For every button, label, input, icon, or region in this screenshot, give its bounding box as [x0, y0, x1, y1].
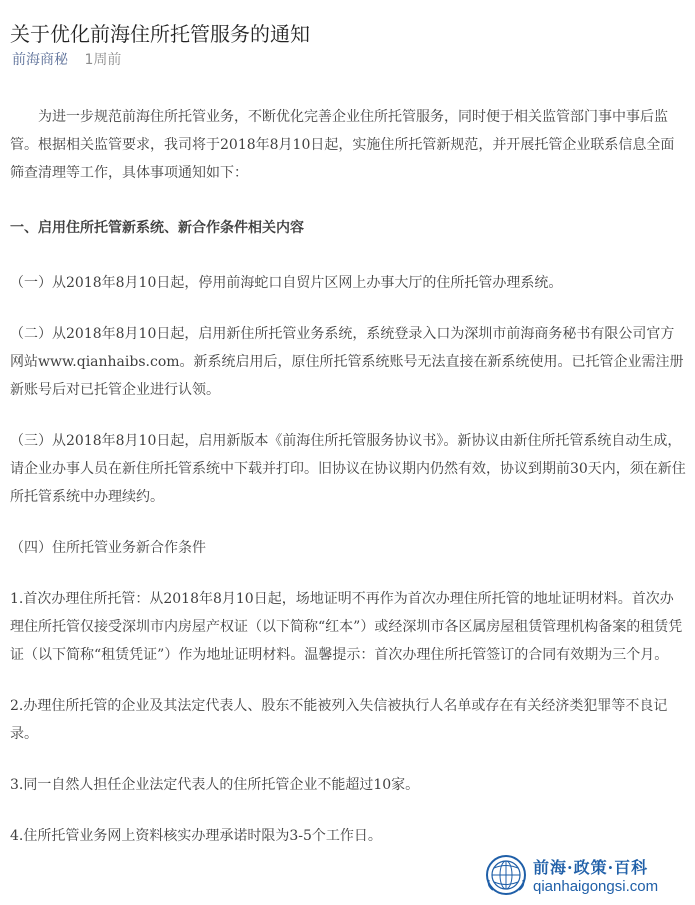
item-1-paragraph: （一）从2018年8月10日起，停用前海蛇口自贸片区网上办事大厅的住所托管办理系统。 — [10, 275, 563, 291]
section-heading: 一、启用住所托管新系统、新合作条件相关内容 — [10, 220, 304, 236]
article-title: 关于优化前海住所托管服务的通知 — [10, 22, 310, 47]
globe-seal-icon — [485, 854, 527, 896]
item-4-heading: （四）住所托管业务新合作条件 — [10, 540, 206, 556]
condition-4-paragraph: 4.住所托管业务网上资料核实办理承诺时限为3-5个工作日。 — [10, 828, 382, 844]
item-2-paragraph: （二）从2018年8月10日起，启用新住所托管业务系统，系统登录入口为深圳市前海商务秘书有限公司官方网站www.qianhaibs.com。新系统启用后，原住所托管系统账号无法直接在新系统使用。已托管企业需注册新账号后对已托管企业进行认领。 — [10, 326, 684, 398]
watermark-title: 前海·政策·百科 — [533, 858, 649, 877]
article-meta — [12, 50, 121, 70]
condition-2-paragraph: 2.办理住所托管的企业及其法定代表人、股东不能被列入失信被执行人名单或存在有关经济类犯罪等不良记录。 — [10, 698, 668, 742]
item-3-paragraph: （三）从2018年8月10日起，启用新版本《前海住所托管服务协议书》。新协议由新住所托管系统自动生成，请企业办事人员在新住所托管系统中下载并打印。旧协议在协议期内仍然有效，协议到期前30天内，须在新住所托管系统中办理续约。 — [10, 433, 686, 505]
intro-paragraph: 为进一步规范前海住所托管业务，不断优化完善企业住所托管服务，同时便于相关监管部门事中事后监管。根据相关监管要求，我司将于2018年8月10日起，实施住所托管新规范，并开展托管企业联系信息全面筛查清理等工作，具体事项通知如下： — [10, 109, 675, 181]
author-link[interactable]: 前海商秘 — [12, 52, 68, 68]
watermark-domain: qianhaigongsi.com — [533, 878, 659, 895]
publish-time: 1周前 — [84, 52, 122, 68]
site-watermark — [485, 850, 690, 900]
article-content — [10, 103, 686, 850]
condition-3-paragraph: 3.同一自然人担任企业法定代表人的住所托管企业不能超过10家。 — [10, 777, 420, 793]
condition-1-paragraph: 1.首次办理住所托管：从2018年8月10日起，场地证明不再作为首次办理住所托管的地址证明材料。首次办理住所托管仅接受深圳市内房屋产权证（以下简称“红本”）或经深圳市各区属房屋租赁管理机构备案的租赁凭证（以下简称“租赁凭证”）作为地址证明材料。温馨提示：首次办理住所托管签订的合同有效期为三个月。 — [10, 591, 683, 663]
